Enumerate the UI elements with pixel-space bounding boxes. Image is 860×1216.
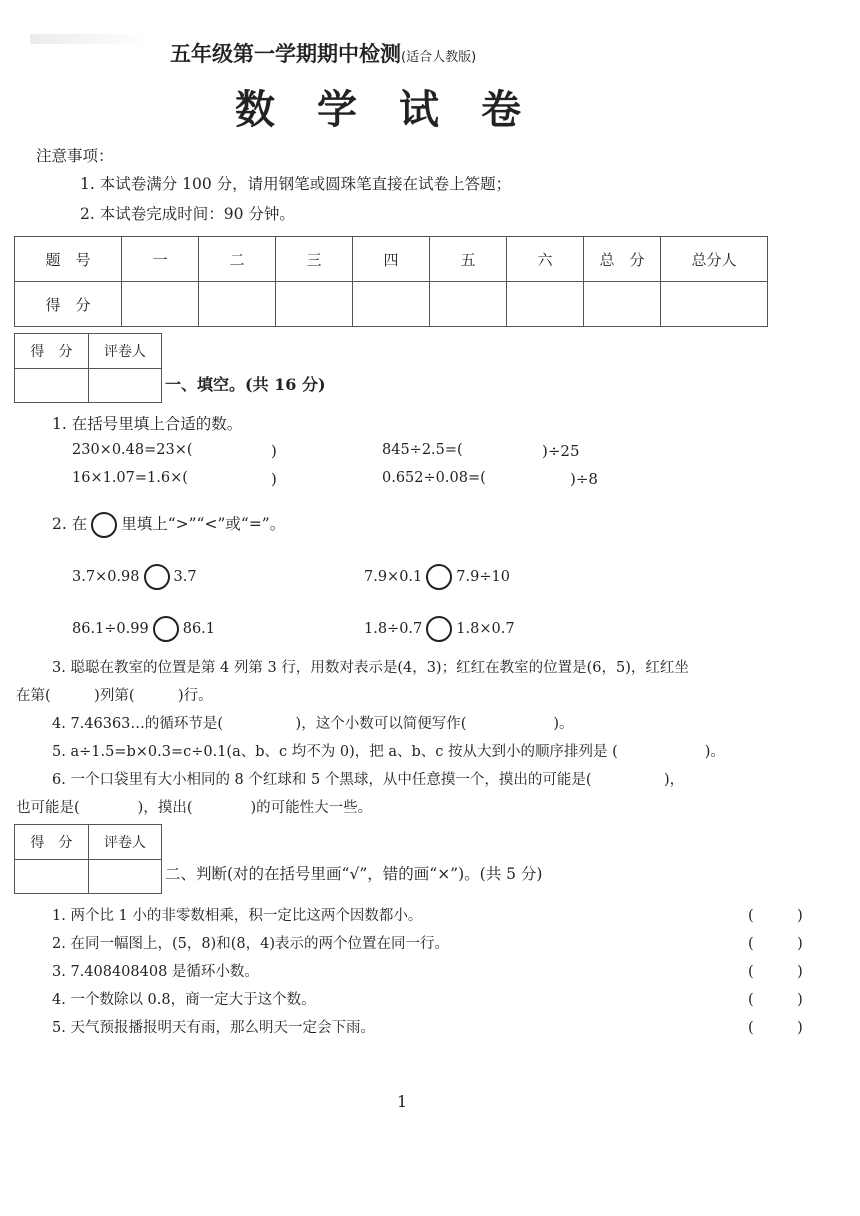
- q4-text: 4. 7.46363…的循环节是( )，这个小数可以简便写作( )。: [52, 716, 574, 732]
- exam-subtitle: [170, 38, 476, 68]
- grader-name-cell[interactable]: [88, 860, 161, 894]
- judge-answer-2[interactable]: ( ): [748, 936, 803, 952]
- q1-item-1: 230×0.48=23×(: [72, 442, 193, 458]
- q2-suffix: 里填上“>”“<”或“=”。: [121, 515, 286, 533]
- grader-box-section1: [14, 333, 162, 403]
- notice-item-2: 2. 本试卷完成时间：90 分钟。: [80, 205, 295, 223]
- q2-item-left: 3.7×0.98: [72, 569, 140, 585]
- judge-item-5: 5. 天气预报播报明天有雨，那么明天一定会下雨。: [52, 1020, 375, 1036]
- score-cell[interactable]: [353, 282, 430, 327]
- score-cell[interactable]: [584, 282, 661, 327]
- q3-line1: 3. 聪聪在教室的位置是第 4 列第 3 行，用数对表示是(4，3)；红红在教室的位置是(6，5)，红红坐: [52, 660, 689, 676]
- grader-box-section2: [14, 824, 162, 894]
- notice-heading: 注意事项：: [36, 147, 114, 165]
- header-cell: 二: [199, 237, 276, 282]
- compare-circle[interactable]: [426, 564, 452, 590]
- score-cell[interactable]: [430, 282, 507, 327]
- q5-text: 5. a÷1.5=b×0.3=c÷0.1(a、b、c 均不为 0)，把 a、b、c 按从大到小的顺序排列是 ( )。: [52, 744, 725, 760]
- scan-shadow: [30, 34, 150, 44]
- q1-item-4-close: )÷8: [570, 470, 598, 488]
- notice-item-1: 1. 本试卷满分 100 分，请用钢笔或圆珠笔直接在试卷上答题；: [80, 175, 512, 193]
- score-table-score-row: [15, 282, 768, 327]
- edition-note: (适合人教版): [401, 50, 477, 65]
- q6-line2: 也可能是( )，摸出( )的可能性大一些。: [16, 800, 373, 816]
- q1-item-3: 16×1.07=1.6×(: [72, 470, 188, 486]
- q1-item-4: 0.652÷0.08=(: [382, 470, 486, 486]
- q1-item-2-close: )÷25: [542, 442, 580, 460]
- compare-circle[interactable]: [144, 564, 170, 590]
- subtitle-text: 五年级第一学期期中检测: [170, 42, 401, 66]
- grader-label: 评卷人: [88, 334, 161, 369]
- judge-answer-4[interactable]: ( ): [748, 992, 803, 1008]
- header-cell: 题 号: [15, 237, 122, 282]
- q1-item-1-close: ): [271, 442, 277, 460]
- score-cell[interactable]: [507, 282, 584, 327]
- judge-item-3: 3. 7.408408408 是循环小数。: [52, 964, 259, 980]
- q2-item-right: 3.7: [173, 569, 197, 585]
- page-number: 1: [397, 1092, 408, 1111]
- q2-item-2: [364, 564, 510, 590]
- q1-item-3-close: ): [271, 470, 277, 488]
- header-cell: 一: [122, 237, 199, 282]
- q2-prefix: 2. 在: [52, 515, 88, 533]
- header-cell: 六: [507, 237, 584, 282]
- q2-item-1: [72, 564, 197, 590]
- header-cell: 总 分: [584, 237, 661, 282]
- q2-item-right: 7.9÷10: [456, 569, 510, 585]
- grader-label: 评卷人: [88, 825, 161, 860]
- section1-title: 一、填空。(共 16 分): [165, 375, 326, 394]
- q2-item-3: [72, 616, 215, 642]
- judge-answer-5[interactable]: ( ): [748, 1020, 803, 1036]
- score-cell[interactable]: [122, 282, 199, 327]
- judge-item-4: 4. 一个数除以 0.8，商一定大于这个数。: [52, 992, 316, 1008]
- header-cell: 四: [353, 237, 430, 282]
- q2-item-left: 86.1÷0.99: [72, 621, 149, 637]
- q2-text: [52, 512, 285, 538]
- score-table: [14, 236, 768, 327]
- header-cell: 五: [430, 237, 507, 282]
- circle-icon: [91, 512, 117, 538]
- q2-item-right: 86.1: [182, 621, 216, 637]
- exam-title: 数学试卷: [235, 86, 563, 133]
- score-cell[interactable]: [199, 282, 276, 327]
- grader-score-label: 得 分: [15, 825, 89, 860]
- grader-name-cell[interactable]: [88, 369, 161, 403]
- score-row-label: 得 分: [15, 282, 122, 327]
- q1-item-2: 845÷2.5=(: [382, 442, 463, 458]
- header-cell: 三: [276, 237, 353, 282]
- judge-answer-1[interactable]: ( ): [748, 908, 803, 924]
- judge-item-2: 2. 在同一幅图上，(5，8)和(8，4)表示的两个位置在同一行。: [52, 936, 449, 952]
- grader-score-label: 得 分: [15, 334, 89, 369]
- header-cell: 总分人: [661, 237, 768, 282]
- q2-item-right: 1.8×0.7: [456, 621, 515, 637]
- q2-item-left: 1.8÷0.7: [364, 621, 423, 637]
- score-cell[interactable]: [276, 282, 353, 327]
- q2-item-4: [364, 616, 515, 642]
- q3-line2: 在第( )列第( )行。: [16, 688, 213, 704]
- judge-item-1: 1. 两个比 1 小的非零数相乘，积一定比这两个因数都小。: [52, 908, 423, 924]
- grader-score-cell[interactable]: [15, 860, 89, 894]
- q2-item-left: 7.9×0.1: [364, 569, 423, 585]
- score-cell[interactable]: [661, 282, 768, 327]
- compare-circle[interactable]: [426, 616, 452, 642]
- judge-answer-3[interactable]: ( ): [748, 964, 803, 980]
- score-table-header-row: [15, 237, 768, 282]
- q1-text: 1. 在括号里填上合适的数。: [52, 415, 243, 433]
- grader-score-cell[interactable]: [15, 369, 89, 403]
- section2-title: 二、判断(对的在括号里画“√”，错的画“×”)。(共 5 分): [165, 865, 543, 883]
- q6-line1: 6. 一个口袋里有大小相同的 8 个红球和 5 个黑球，从中任意摸一个，摸出的可能是( )，: [52, 772, 685, 788]
- compare-circle[interactable]: [153, 616, 179, 642]
